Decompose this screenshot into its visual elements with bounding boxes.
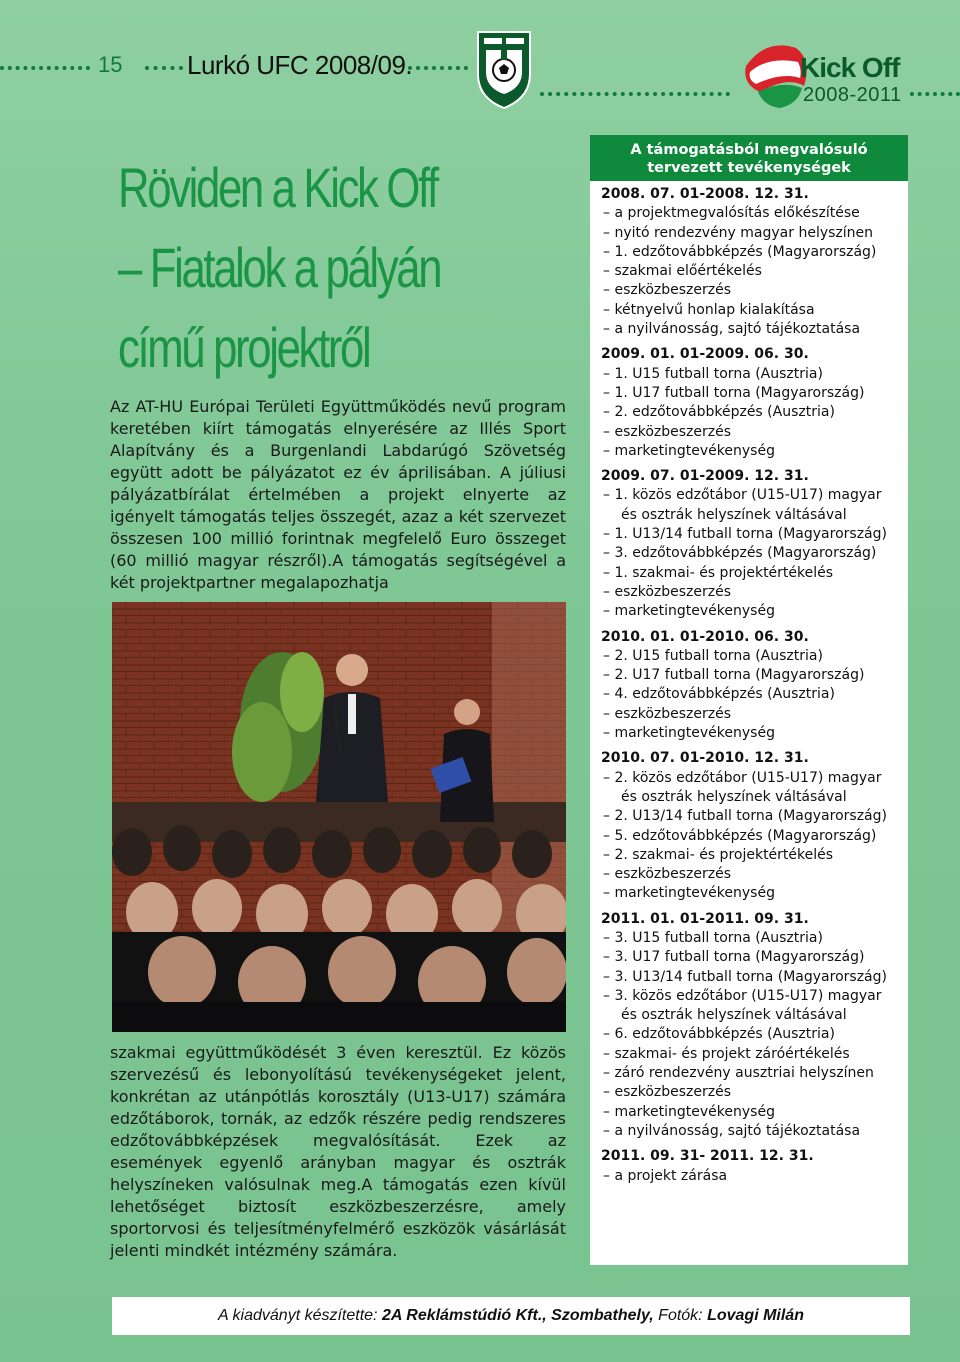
schedule-activity: – 1. U13/14 futball torna (Magyarország): [603, 526, 887, 543]
schedule-activity: – 2. szakmai- és projektértékelés: [603, 846, 834, 863]
schedule-activity: – 2. U17 futball torna (Magyarország): [603, 667, 865, 684]
schedule-activity: – 6. edzőtovábbképzés (Ausztria): [603, 1026, 835, 1043]
schedule-activity: – 2. edzőtovábbképzés (Ausztria): [603, 404, 835, 421]
schedule-period-date: 2009. 01. 01-2009. 06. 30.: [601, 346, 809, 363]
schedule-activity: – 3. közös edzőtábor (U15-U17) magyar és osztrák helyszínek váltásával: [603, 987, 882, 1024]
schedule-period: [601, 1147, 900, 1186]
schedule-activity: – 3. U15 futball torna (Ausztria): [603, 929, 823, 946]
dotted-rule: [145, 66, 183, 70]
schedule-activity: – 3. U17 futball torna (Magyarország): [603, 949, 865, 966]
schedule-period: [601, 345, 900, 461]
schedule-activity: – 1. U15 futball torna (Ausztria): [603, 365, 823, 382]
article-body: szakmai együttműködését 3 éven keresztül. Ez közös szervezésű és lebonyolítású tevékenységeket jelent, konkrétan az utánpótlás korosztály (U13-U17) számára edzőtáborok, tornák, az edzők részére pedig rendszeres edzőtovábbképzések megvalósítását. Ezek az események egyenlő arányban magyar és osztrák helyszíneken valósulnak meg.A támogatás ezen kívül lehetőséget biztosít eszközbeszerzésre, amely sportorvosi és teljesítményfelmérő eszközök vásárlását jelenti mindkét intézmény számára.: [110, 1043, 566, 1260]
event-photo: [112, 602, 566, 1032]
schedule-activity: – 3. edzőtovábbképzés (Magyarország): [603, 545, 877, 562]
page-number: 15: [98, 52, 123, 77]
schedule-activity: – a nyilvánosság, sajtó tájékoztatása: [603, 1122, 861, 1139]
schedule-activity: – marketingtevékenység: [603, 603, 775, 620]
schedule-activity: – 1. edzőtovábbképzés (Magyarország): [603, 243, 877, 260]
brand-name: Kick Off: [800, 52, 900, 83]
credits-prefix: A kiadványt készítette:: [218, 1307, 382, 1324]
dotted-rule: [540, 92, 730, 96]
schedule-activity: – 4. edzőtovábbképzés (Ausztria): [603, 686, 835, 703]
article-intro: Az AT-HU Európai Területi Együttműködés nevű program keretében kiírt támogatás elnyerésére az Illés Sport Alapítvány és a Burgenlandi Labdarúgó Szövetség együtt adott be pályázatot ez év áprilisában. A júliusi pályázatbírálat értelmében a projekt elnyerte az igényelt támogatás teljes összegét, azaz a két szervezet összesen 100 millió forintnak megfelelő Euro összeget (60 millió magyar részről).A támogatás segítségével a két projektpartner megalapozhatja: [110, 397, 566, 592]
schedule-activity: – nyitó rendezvény magyar helyszínen: [603, 224, 874, 241]
schedule-list: [590, 181, 908, 1186]
schedule-activity: – eszközbeszerzés: [603, 423, 731, 440]
schedule-period: [601, 467, 900, 621]
schedule-header-line: tervezett tevékenységek: [647, 160, 851, 176]
schedule-activity: – 5. edzőtovábbképzés (Magyarország): [603, 827, 877, 844]
schedule-activity: – marketingtevékenység: [603, 885, 775, 902]
credits-bar: [112, 1297, 910, 1335]
schedule-period: [601, 185, 900, 339]
schedule-activity: – szakmai- és projekt záróértékelés: [603, 1045, 850, 1062]
schedule-activity: – a projektmegvalósítás előkészítése: [603, 205, 860, 222]
dotted-rule: [0, 66, 90, 70]
schedule-period: [601, 628, 900, 744]
schedule-period-date: 2011. 09. 31- 2011. 12. 31.: [601, 1148, 814, 1165]
schedule-activity: – marketingtevékenység: [603, 442, 775, 459]
credits-company: 2A Reklámstúdió Kft.: [381, 1307, 543, 1324]
magazine-title: Lurkó UFC 2008/09.: [187, 50, 413, 80]
schedule-activity: – eszközbeszerzés: [603, 1084, 731, 1101]
article-title-line: Röviden a Kick Off: [118, 156, 437, 219]
schedule-box: [590, 135, 908, 1265]
article-title-line: című projektről: [118, 316, 370, 379]
brand-years: 2008-2011: [803, 84, 902, 106]
schedule-activity: – marketingtevékenység: [603, 1103, 775, 1120]
schedule-activity: – záró rendezvény ausztriai helyszínen: [603, 1065, 874, 1082]
schedule-activity: – szakmai előértékelés: [603, 263, 762, 280]
article-title-line: – Fiatalok a pályán: [118, 236, 441, 299]
schedule-period-date: 2010. 01. 01-2010. 06. 30.: [601, 628, 809, 645]
schedule-period-date: 2009. 07. 01-2009. 12. 31.: [601, 468, 809, 485]
schedule-activity: – 1. U17 futball torna (Magyarország): [603, 384, 865, 401]
schedule-activity: – a projekt zárása: [603, 1167, 728, 1184]
schedule-activity: – a nyilvánosság, sajtó tájékoztatása: [603, 321, 861, 338]
schedule-activity: – 3. U13/14 futball torna (Magyarország): [603, 968, 887, 985]
schedule-activity: – eszközbeszerzés: [603, 866, 731, 883]
schedule-header: [590, 135, 908, 181]
schedule-activity: – 2. U15 futball torna (Ausztria): [603, 647, 823, 664]
schedule-period: [601, 910, 900, 1142]
schedule-activity: – kétnyelvű honlap kialakítása: [603, 301, 815, 318]
credits-city: , Szombathely,: [542, 1307, 654, 1324]
dotted-rule: [408, 66, 468, 70]
credits-photographer: Lovagi Milán: [707, 1307, 804, 1324]
schedule-activity: – 1. közös edzőtábor (U15-U17) magyar és osztrák helyszínek váltásával: [603, 487, 882, 523]
credits-photos-label: Fotók:: [653, 1307, 708, 1324]
schedule-header-line: A támogatásból megvalósuló: [630, 142, 868, 158]
schedule-activity: – marketingtevékenység: [603, 725, 775, 742]
dotted-rule: [910, 92, 960, 96]
schedule-activity: – 1. szakmai- és projektértékelés: [603, 564, 834, 581]
schedule-activity: – eszközbeszerzés: [603, 282, 731, 299]
schedule-activity: – 2. közös edzőtábor (U15-U17) magyar és osztrák helyszínek váltásával: [603, 769, 882, 805]
schedule-period: [601, 749, 900, 903]
club-crest-icon: [474, 28, 534, 110]
schedule-activity: – eszközbeszerzés: [603, 705, 731, 722]
schedule-activity: – 2. U13/14 futball torna (Magyarország): [603, 808, 887, 825]
article-title: [118, 148, 477, 388]
schedule-activity: – eszközbeszerzés: [603, 583, 731, 600]
schedule-period-date: 2010. 07. 01-2010. 12. 31.: [601, 750, 809, 767]
schedule-period-date: 2008. 07. 01-2008. 12. 31.: [601, 186, 809, 202]
schedule-period-date: 2011. 01. 01-2011. 09. 31.: [601, 910, 809, 927]
